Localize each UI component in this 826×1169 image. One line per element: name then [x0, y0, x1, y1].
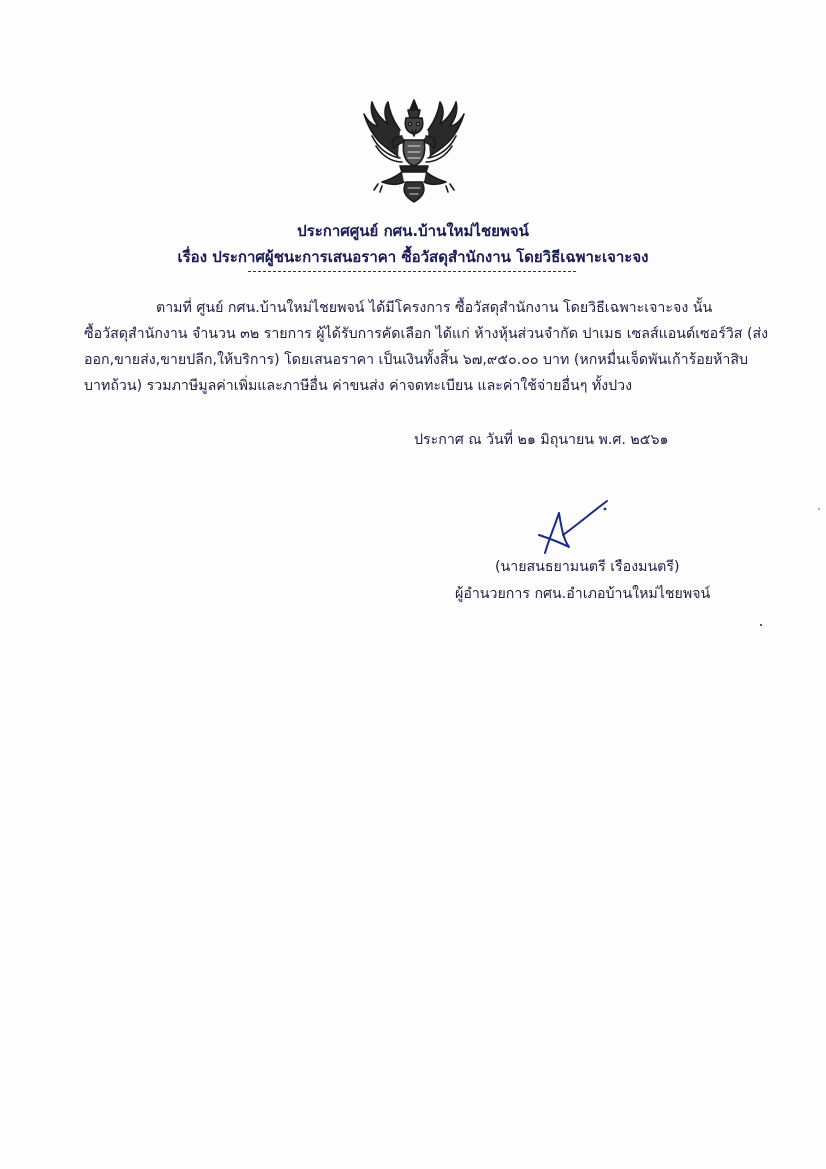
scan-speck	[818, 508, 820, 510]
title-divider	[248, 271, 576, 272]
announcement-subject: เรื่อง ประกาศผู้ชนะการเสนอราคา ซื้อวัสดุสำนักงาน โดยวิธีเฉพาะเจาะจง	[177, 248, 649, 266]
signer-name: (นายสนธยามนตรี เรืองมนตรี)	[495, 559, 680, 575]
body-line-4: บาทถ้วน) รวมภาษีมูลค่าเพิ่มและภาษีอื่น ค่าขนส่ง ค่าจดทะเบียน และค่าใช้จ่ายอื่นๆ ทั้งปวง	[84, 378, 633, 394]
body-line-1: ตามที่ ศูนย์ กศน.บ้านใหม่ไชยพจน์ ได้มีโครงการ ซื้อวัสดุสำนักงาน โดยวิธีเฉพาะเจาะจง นั้น	[156, 300, 713, 316]
scan-speck	[760, 624, 762, 626]
announcement-title: ประกาศศูนย์ กศน.บ้านใหม่ไชยพจน์	[297, 222, 529, 240]
body-line-3: ออก,ขายส่ง,ขายปลีก,ให้บริการ) โดยเสนอราคา เป็นเงินทั้งสิ้น ๖๗,๙๕๐.๐๐ บาท (หกหมื่นเจ็ดพันเก้าร้อยห้าสิบ	[84, 352, 749, 368]
signer-title: ผู้อำนวยการ กศน.อำเภอบ้านใหม่ไชยพจน์	[455, 586, 711, 602]
handwritten-signature	[525, 495, 615, 557]
garuda-emblem-icon	[358, 96, 470, 206]
announcement-date: ประกาศ ณ วันที่ ๒๑ มิถุนายน พ.ศ. ๒๕๖๑	[414, 432, 669, 448]
body-line-2: ซื้อวัสดุสำนักงาน จำนวน ๓๒ รายการ ผู้ได้รับการคัดเลือก ได้แก่ ห้างหุ้นส่วนจำกัด ปาเมธ เซลส์แอนด์เซอร์วิส (ส่ง	[84, 326, 769, 342]
